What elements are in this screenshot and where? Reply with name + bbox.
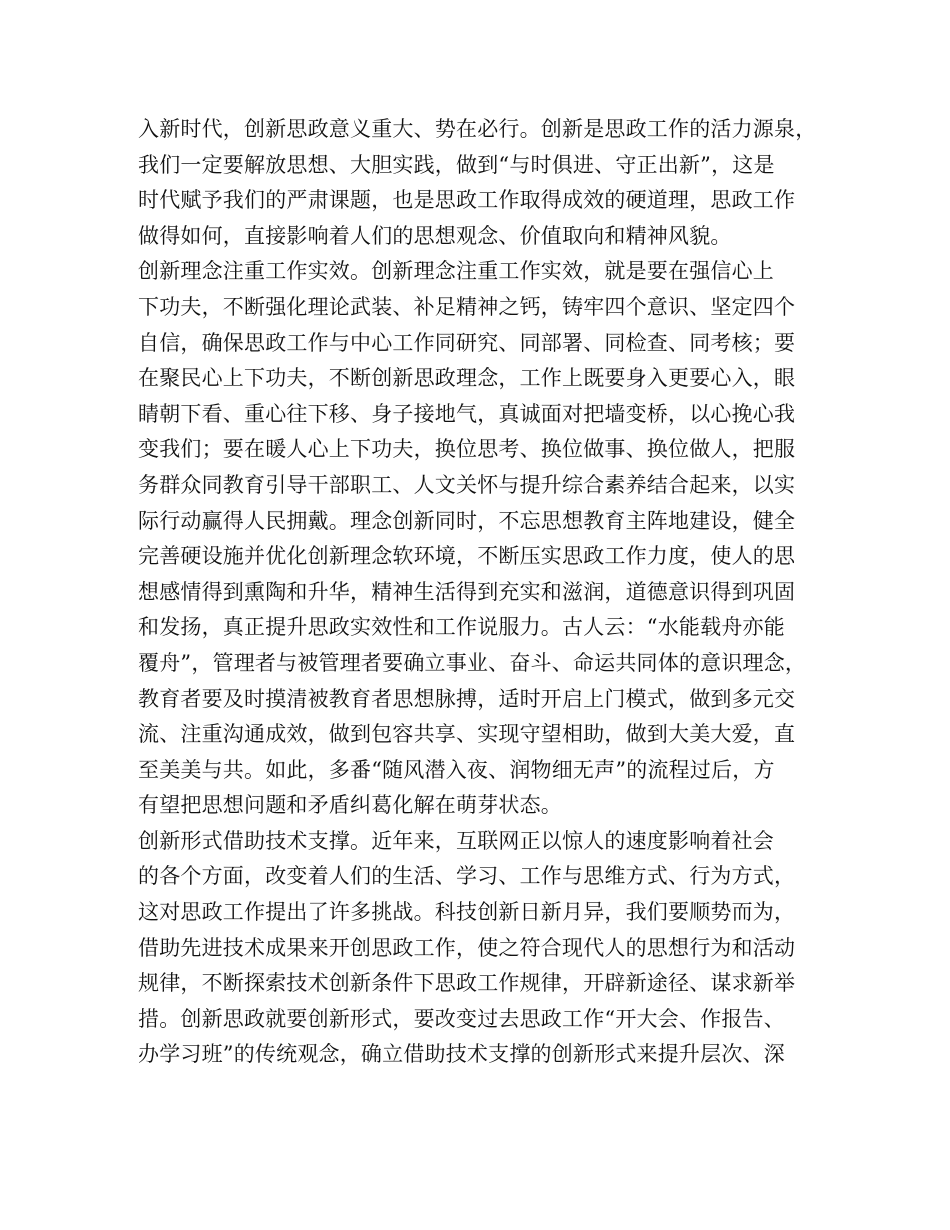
text-line: 下功夫，不断强化理论武装、补足精神之钙，铸牢四个意识、坚定四个 bbox=[138, 294, 796, 319]
text-line: 流、注重沟通成效，做到包容共享、实现守望相助，做到大美大爱，直 bbox=[138, 722, 796, 747]
text-line: 自信，确保思政工作与中心工作同研究、同部署、同检查、同考核；要 bbox=[138, 330, 796, 355]
text-line: 的各个方面，改变着人们的生活、学习、工作与思维方式、行为方式， bbox=[138, 864, 796, 889]
text-line: 变我们；要在暖人心上下功夫，换位思考、换位做事、换位做人，把服 bbox=[138, 437, 796, 462]
text-line: 我们一定要解放思想、大胆实践，做到“与时俱进、守正出新”，这是 bbox=[138, 152, 775, 177]
body-text bbox=[138, 112, 838, 1073]
text-line: 创新理念注重工作实效。创新理念注重工作实效，就是要在强信心上 bbox=[138, 259, 774, 284]
text-line: 措。创新思政就要创新形式，要改变过去思政工作“开大会、作报告、 bbox=[138, 1006, 785, 1031]
text-line: 教育者要及时摸清被教育者思想脉搏，适时开启上门模式，做到多元交 bbox=[138, 686, 796, 711]
text-line: 创新形式借助技术支撑。近年来，互联网正以惊人的速度影响着社会 bbox=[138, 828, 774, 853]
text-line: 入新时代，创新思政意义重大、势在必行。创新是思政工作的活力源泉， bbox=[138, 117, 817, 141]
text-line: 际行动赢得人民拥戴。理念创新同时，不忘思想教育主阵地建设，健全 bbox=[138, 508, 796, 533]
text-line: 完善硬设施并优化创新理念软环境，不断压实思政工作力度，使人的思 bbox=[138, 544, 796, 569]
text-line: 务群众同教育引导干部职工、人文关怀与提升综合素养结合起来，以实 bbox=[138, 472, 796, 497]
text-line: 办学习班”的传统观念，确立借助技术支撑的创新形式来提升层次、深 bbox=[138, 1042, 785, 1067]
text-line: 在聚民心上下功夫，不断创新思政理念，工作上既要身入更要心入，眼 bbox=[138, 366, 796, 391]
text-line: 睛朝下看、重心往下移、身子接地气，真诚面对把墙变桥，以心挽心我 bbox=[138, 401, 796, 426]
text-line: 时代赋予我们的严肃课题，也是思政工作取得成效的硬道理，思政工作 bbox=[138, 188, 796, 213]
text-line: 借助先进技术成果来开创思政工作，使之符合现代人的思想行为和活动 bbox=[138, 935, 796, 960]
text-line: 和发扬，真正提升思政实效性和工作说服力。古人云：“水能载舟亦能 bbox=[138, 615, 785, 640]
text-line: 做得如何，直接影响着人们的思想观念、价值取向和精神风貌。 bbox=[138, 223, 732, 248]
text-line: 规律，不断探索技术创新条件下思政工作规律，开辟新途径、谋求新举 bbox=[138, 971, 796, 996]
text-line: 有望把思想问题和矛盾纠葛化解在萌芽状态。 bbox=[138, 793, 562, 818]
text-line: 想感情得到熏陶和升华，精神生活得到充实和滋润，道德意识得到巩固 bbox=[138, 579, 796, 604]
text-line: 至美美与共。如此，多番“随风潜入夜、润物细无声”的流程过后，方 bbox=[138, 757, 775, 782]
text-line: 这对思政工作提出了许多挑战。科技创新日新月异，我们要顺势而为， bbox=[138, 900, 796, 925]
text-line: 覆舟”，管理者与被管理者要确立事业、奋斗、命运共同体的意识理念， bbox=[138, 650, 807, 675]
